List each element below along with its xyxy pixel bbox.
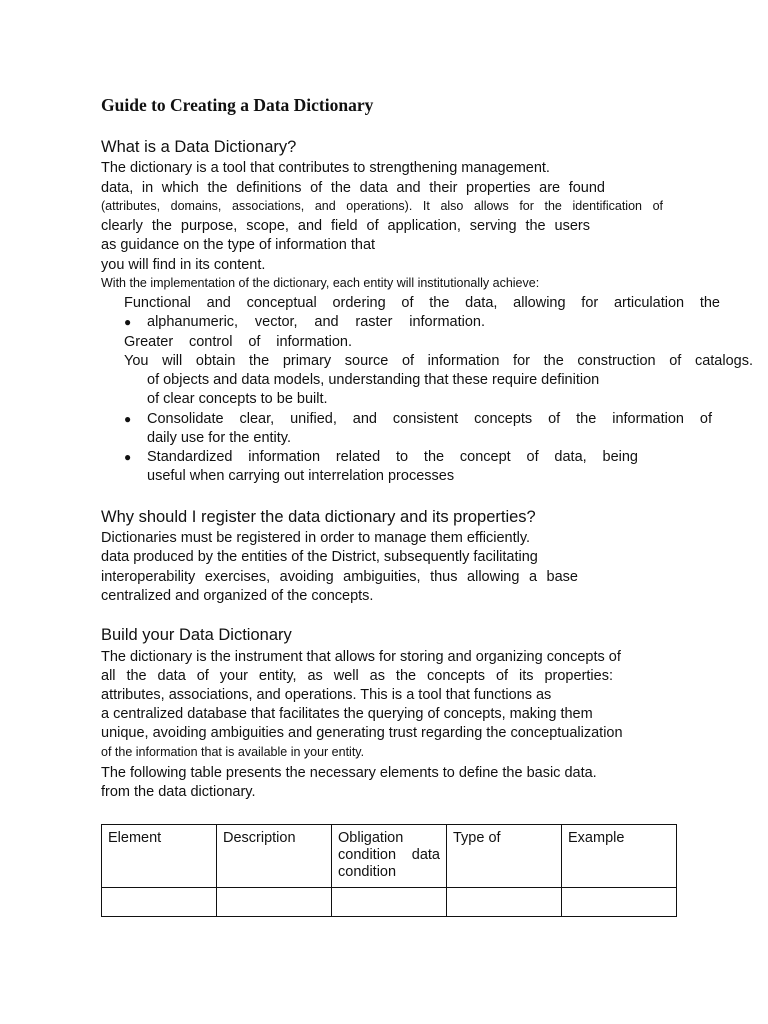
paragraph-line: data produced by the entities of the District, subsequently facilitating xyxy=(101,549,538,565)
table-cell xyxy=(562,888,677,917)
paragraph-line: unique, avoiding ambiguities and generating trust regarding the conceptualization xyxy=(101,725,623,741)
bullet-icon: ● xyxy=(124,450,132,464)
paragraph-line: With the implementation of the dictionary, each entity will institutionally achieve: xyxy=(101,276,540,290)
paragraph-line: centralized and organized of the concepts. xyxy=(101,588,374,604)
paragraph-line: The dictionary is the instrument that allows for storing and organizing concepts of xyxy=(101,649,621,665)
section-heading-build: Build your Data Dictionary xyxy=(101,626,292,644)
paragraph-line: a centralized database that facilitates the querying of concepts, making them xyxy=(101,706,593,722)
paragraph-line: Dictionaries must be registered in order to manage them efficiently. xyxy=(101,530,531,546)
table-header-cell: Description xyxy=(217,825,332,888)
table-header-cell: Obligation condition data condition xyxy=(332,825,447,888)
paragraph-line: (attributes, domains, associations, and operations). It also allows for the identification of xyxy=(101,199,663,213)
bullet-icon: ● xyxy=(124,412,132,426)
paragraph-line: The following table presents the necessary elements to define the basic data. xyxy=(101,765,597,781)
bullet-icon: ● xyxy=(124,315,132,329)
paragraph-line: attributes, associations, and operations. This is a tool that functions as xyxy=(101,687,552,703)
paragraph-line: interoperability exercises, avoiding ambiguities, thus allowing a base xyxy=(101,569,578,585)
list-line: of objects and data models, understanding that these require definition xyxy=(147,372,600,388)
paragraph-line: from the data dictionary. xyxy=(101,784,256,800)
paragraph-line: all the data of your entity, as well as the concepts of its properties: xyxy=(101,668,613,684)
list-line: of clear concepts to be built. xyxy=(147,391,328,407)
table-cell xyxy=(332,888,447,917)
paragraph-line: The dictionary is a tool that contributes to strengthening management. xyxy=(101,160,550,176)
document-title: Guide to Creating a Data Dictionary xyxy=(101,95,374,115)
list-line: You will obtain the primary source of information for the construction of catalogs. xyxy=(124,353,753,369)
table-header-cell: Element xyxy=(102,825,217,888)
list-line: useful when carrying out interrelation processes xyxy=(147,468,455,484)
list-line: Consolidate clear, unified, and consistent concepts of the information of xyxy=(147,411,712,427)
section-heading-why-register: Why should I register the data dictionary and its properties? xyxy=(101,508,536,526)
list-line: daily use for the entity. xyxy=(147,430,292,446)
paragraph-line: you will find in its content. xyxy=(101,257,266,273)
list-line: Standardized information related to the concept of data, being xyxy=(147,449,638,465)
list-line: Greater control of information. xyxy=(124,334,352,350)
paragraph-line: as guidance on the type of information that xyxy=(101,237,376,253)
section-heading-what-is: What is a Data Dictionary? xyxy=(101,138,297,156)
paragraph-line: data, in which the definitions of the data and their properties are found xyxy=(101,180,605,196)
list-line: Functional and conceptual ordering of the data, allowing for articulation the xyxy=(124,295,720,311)
table-cell xyxy=(102,888,217,917)
table-header-row xyxy=(102,825,677,888)
paragraph-line: clearly the purpose, scope, and field of application, serving the users xyxy=(101,218,590,234)
table-cell xyxy=(217,888,332,917)
list-line: alphanumeric, vector, and raster information. xyxy=(147,314,485,330)
table-header-cell: Type of xyxy=(447,825,562,888)
paragraph-line: of the information that is available in your entity. xyxy=(101,745,365,759)
table-header-cell: Example xyxy=(562,825,677,888)
table-cell xyxy=(447,888,562,917)
table-row xyxy=(102,888,677,917)
data-dictionary-table xyxy=(101,824,677,917)
